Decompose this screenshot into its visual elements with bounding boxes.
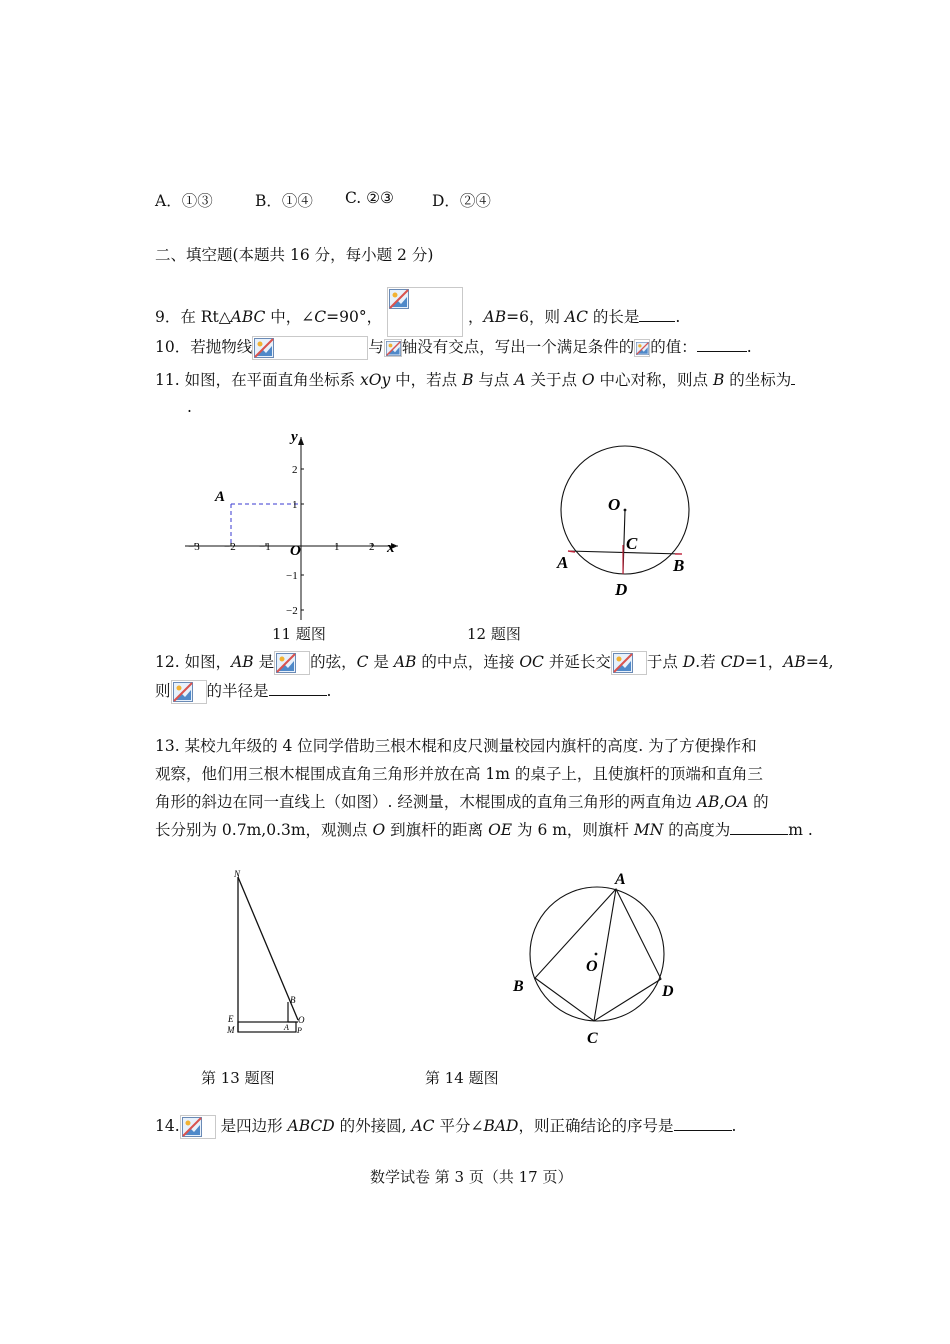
broken-image-icon: [634, 339, 650, 357]
figure-12-circle: [545, 435, 715, 605]
q12-ab3: AB: [783, 653, 806, 671]
q13-t3: 长分别为 0.7m,0.3m，观测点: [155, 821, 373, 839]
label-a: A: [284, 1023, 289, 1032]
q14-num: 14.: [155, 1117, 180, 1135]
q14-t3: 平分∠: [434, 1117, 484, 1135]
label-o: O: [586, 958, 598, 975]
y-axis-label: y: [291, 429, 298, 445]
y-tick-label: 2: [292, 464, 298, 476]
label-o: O: [608, 495, 621, 514]
answer-blank[interactable]: [269, 695, 327, 696]
q11-o: O: [581, 371, 595, 389]
q13-t6: 的高度为: [663, 821, 731, 839]
x-tick-label: −2: [224, 541, 236, 553]
figure-11-coordinate-plane: [180, 425, 410, 625]
q14-t2: 的外接圆,: [334, 1117, 412, 1135]
x-tick-label: −1: [259, 541, 271, 553]
option-c: C. ②③: [345, 189, 394, 207]
q11-b: B: [462, 371, 474, 389]
question-14: [155, 1115, 736, 1139]
q10-mid2: 轴没有交点，写出一个满足条件的: [401, 338, 635, 356]
q14-t4: ，则正确结论的序号是: [518, 1117, 674, 1135]
q13-t2: 的: [748, 793, 769, 811]
q10-period: .: [746, 338, 752, 356]
q9-eq: =90°，: [326, 308, 383, 326]
q9-num: 9．在 R: [155, 308, 213, 326]
q13-abao: AB,OA: [696, 793, 749, 811]
x-tick-label: 2: [369, 541, 375, 553]
q13-t1: 角形的斜边在同一直线上（如图）. 经测量，木棍围成的直角三角形的两直角边: [155, 793, 697, 811]
q11-t1: 中，若点: [390, 371, 463, 389]
label-b: B: [290, 995, 296, 1005]
broken-image-icon: [611, 651, 647, 675]
y-tick-label: −1: [286, 570, 298, 582]
question-9: 9．在 Rt△ABC 中，∠C=90°， ，AB=6，则 AC 的长是 .: [155, 287, 680, 337]
q12-ab: AB: [231, 653, 254, 671]
q11-t4: 中心对称，则点: [594, 371, 713, 389]
q12-t6: 并延长交: [543, 653, 611, 671]
q12-t11: 则: [155, 682, 171, 700]
broken-image-icon: [387, 287, 463, 337]
question-13-line2: 观察，他们用三根木棍围成直角三角形并放在高 1m 的桌子上，且使旗杆的顶端和直角三: [155, 765, 763, 783]
q14-abcd: ABCD: [287, 1117, 335, 1135]
origin-label: O: [290, 543, 301, 559]
x-axis-label: x: [387, 540, 395, 556]
q12-t1: 12. 如图，: [155, 653, 232, 671]
q12-period: .: [326, 682, 332, 700]
label-a: A: [557, 553, 569, 572]
answer-blank[interactable]: [674, 1130, 732, 1131]
x-tick-label: −3: [188, 541, 200, 553]
q12-t10: =4,: [805, 653, 834, 671]
q11-a: A: [514, 371, 526, 389]
q9-ab: AB: [483, 308, 507, 326]
q9-end: 的长是: [587, 308, 640, 326]
q11-num: 11. 如图，在平面直角坐标系: [155, 371, 361, 389]
q11-period: .: [187, 398, 192, 416]
label-a: A: [615, 871, 626, 888]
question-13-line1: 13. 某校九年级的 4 位同学借助三根木棍和皮尺测量校园内旗杆的高度. 为了方便操作和: [155, 737, 757, 755]
question-12-line2: [155, 680, 331, 704]
q10-num: 10．若抛物线: [155, 338, 253, 356]
q9-abc: ABC: [230, 308, 266, 326]
question-11: [155, 370, 795, 390]
q14-t1: 是四边形: [215, 1117, 288, 1135]
q9-ac: AC: [564, 308, 588, 326]
figure-13-flagpole: [220, 865, 320, 1040]
broken-image-icon: [384, 339, 402, 357]
label-c: C: [587, 1030, 598, 1047]
q9-c: C: [314, 308, 327, 326]
q13-mn: MN: [633, 821, 664, 839]
label-d: D: [662, 983, 674, 1000]
q12-oc: OC: [519, 653, 544, 671]
label-c: C: [626, 534, 638, 553]
broken-image-icon: [252, 336, 368, 360]
q9-period: .: [675, 308, 681, 326]
q12-cd: CD: [720, 653, 745, 671]
label-m: M: [227, 1025, 235, 1035]
q9-tri: △: [218, 308, 231, 326]
question-13-line3: [155, 792, 769, 812]
option-d: D．②④: [432, 192, 491, 210]
q12-t2: 是: [253, 653, 275, 671]
label-b: B: [513, 978, 524, 995]
chord-ab: [568, 551, 682, 554]
q12-t8: .若: [695, 653, 721, 671]
label-e: E: [228, 1014, 234, 1024]
figure-12-caption: 12 题图: [467, 625, 521, 643]
q14-period: .: [731, 1117, 737, 1135]
q12-t9: =1，: [744, 653, 784, 671]
option-a: A．①③: [155, 192, 213, 210]
q11-b2: B: [712, 371, 725, 389]
y-tick-label: 1: [292, 499, 298, 511]
q12-t3: 的弦，: [310, 653, 357, 671]
q12-ab2: AB: [393, 653, 417, 671]
figure-13-caption: 第 13 题图: [201, 1069, 275, 1087]
answer-blank[interactable]: [791, 384, 795, 385]
q13-o: O: [372, 821, 386, 839]
broken-image-icon: [274, 651, 310, 675]
answer-blank[interactable]: [730, 834, 788, 835]
label-b: B: [673, 556, 685, 575]
label-p: P: [297, 1026, 302, 1035]
q13-oe: OE: [488, 821, 513, 839]
label-d: D: [615, 580, 628, 599]
answer-blank[interactable]: [697, 351, 747, 352]
figure-14-caption: 第 14 题图: [425, 1069, 499, 1087]
answer-blank[interactable]: [639, 321, 675, 322]
figure-11-caption: 11 题图: [272, 625, 326, 643]
q13-unit: m .: [788, 821, 813, 839]
page-footer: 数学试卷 第 3 页（共 17 页）: [370, 1168, 573, 1186]
option-b: B．①④: [255, 192, 313, 210]
q14-bad: BAD: [483, 1117, 519, 1135]
q12-t5: 的中点，连接: [416, 653, 520, 671]
q9-ab-val: =6，则: [506, 308, 565, 326]
broken-image-icon: [171, 680, 207, 704]
label-o: O: [298, 1015, 305, 1025]
y-tick-label: −2: [286, 605, 298, 617]
q13-t5: 为 6 m，则旗杆: [512, 821, 634, 839]
q11-t2: 与点: [473, 371, 515, 389]
question-13-line4: [155, 820, 813, 840]
q10-end: 的值：: [650, 338, 697, 356]
q12-t7: 于点: [646, 653, 683, 671]
question-10: [155, 336, 752, 360]
point-a-label: A: [215, 489, 226, 505]
question-12-line1: [155, 651, 834, 675]
q9-t: t: [212, 308, 219, 326]
quadrilateral-abcd: [535, 889, 661, 1021]
broken-image-icon: [180, 1115, 216, 1139]
q11-t3: 关于点: [525, 371, 582, 389]
q11-xoy: xOy: [360, 371, 391, 389]
q10-mid: 与: [368, 338, 384, 356]
section-title: 二、填空题(本题共 16 分，每小题 2 分): [155, 246, 434, 264]
sight-line: [238, 877, 298, 1020]
q12-d: D: [682, 653, 696, 671]
q14-ac: AC: [411, 1117, 435, 1135]
q11-t5: 的坐标为: [724, 371, 792, 389]
q13-t4: 到旗杆的距离: [385, 821, 489, 839]
label-n: N: [234, 869, 241, 879]
q12-t4: 是: [368, 653, 394, 671]
q12-t12: 的半径是: [206, 682, 269, 700]
figure-14-cyclic-quadrilateral: [505, 865, 695, 1050]
q9-mid: 中，∠: [265, 308, 315, 326]
q12-c: C: [356, 653, 369, 671]
x-tick-label: 1: [334, 541, 340, 553]
